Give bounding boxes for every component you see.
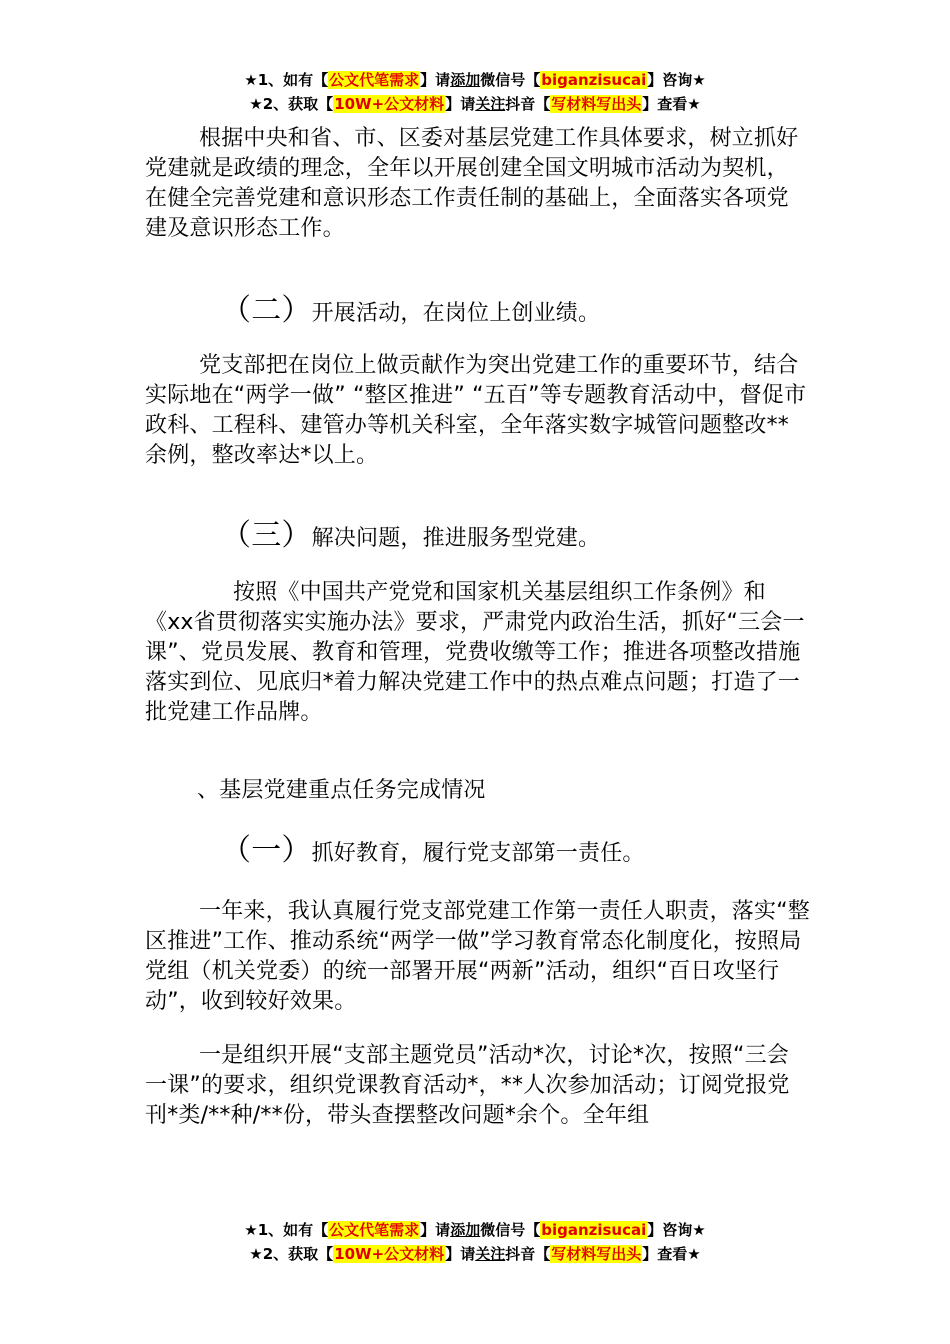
banner-text: 】请: [420, 1221, 451, 1239]
heading-number: （三）: [221, 518, 312, 553]
document-body: [145, 124, 810, 1131]
banner-text: 】请: [445, 95, 476, 113]
heading-number: （二）: [221, 293, 312, 328]
paragraph-2: 党支部把在岗位上做贡献作为突出党建工作的重要环节，结合实际地在“两学一做” “整区推进” “五百”等专题教育活动中，督促市政科、工程科、建管办等机关科室，全年落实数字城管问题整改**余例，整改率达*以上。: [145, 353, 807, 468]
banner-text: 】查看★: [642, 95, 701, 113]
banner-text: 添加: [450, 1221, 481, 1239]
banner-text: 】咨询★: [647, 1221, 706, 1239]
banner-highlight: 10W+公文材料: [334, 1245, 445, 1263]
header-banner: [0, 68, 950, 116]
paragraph-3: 按照《中国共产党党和国家机关基层组织工作条例》和《xx省贯彻落实实施办法》要求，严肃党内政治生活，抓好“三会一课”、党员发展、教育和管理，党费收缴等工作；推进各项整改措施落实到位、见底归*着力解决党建工作中的热点难点问题；打造了一批党建工作品牌。: [145, 580, 805, 725]
banner-text: 添加: [450, 71, 481, 89]
banner-highlight: 公文代笔需求: [329, 71, 420, 89]
banner-text: ★2、获取【: [249, 95, 334, 113]
banner-text: 微信号【: [480, 1221, 541, 1239]
paragraph-5: 一是组织开展“支部主题党员”活动*次，讨论*次，按照“三会一课”的要求，组织党课教育活动*，**人次参加活动；订阅党报党刊*类/**种/**份，带头查摆整改问题*余个。全年组: [145, 1043, 790, 1128]
banner-text: 】请: [445, 1245, 476, 1263]
paragraph-4: 一年来，我认真履行党支部党建工作第一责任人职责，落实“整区推进”工作、推动系统“两学一做”学习教育常态化制度化，按照局党组（机关党委）的统一部署开展“两新”活动，组织“百日攻坚行动”，收到较好效果。: [145, 899, 810, 1014]
banner-line-2: [0, 1242, 950, 1266]
banner-text: 抖音【: [505, 95, 551, 113]
banner-line-2: [0, 92, 950, 116]
banner-text: 抖音【: [505, 1245, 551, 1263]
banner-line-1: [0, 1218, 950, 1242]
banner-text: 】咨询★: [647, 71, 706, 89]
banner-text: 】查看★: [642, 1245, 701, 1263]
banner-highlight: 写材料写出头: [551, 1245, 642, 1263]
banner-highlight: 公文代笔需求: [329, 1221, 420, 1239]
heading-number: （一）: [221, 833, 312, 868]
heading-1: [221, 834, 810, 871]
banner-highlight: biganzisucai: [541, 1221, 647, 1239]
banner-text: ★1、如有【: [244, 71, 329, 89]
heading-text: 抓好教育，履行党支部第一责任。: [311, 841, 645, 866]
banner-highlight: 写材料写出头: [551, 95, 642, 113]
paragraph-1: 根据中央和省、市、区委对基层党建工作具体要求，树立抓好党建就是政绩的理念，全年以开展创建全国文明城市活动为契机，在健全完善党建和意识形态工作责任制的基础上，全面落实各项党建及意识形态工作。: [145, 126, 799, 241]
banner-text: ★2、获取【: [249, 1245, 334, 1263]
banner-highlight: biganzisucai: [541, 71, 647, 89]
heading-text: 开展活动，在岗位上创业绩。: [311, 301, 601, 326]
footer-banner: [0, 1218, 950, 1266]
banner-text: 微信号【: [480, 71, 541, 89]
banner-highlight: 10W+公文材料: [334, 95, 445, 113]
heading-3: [221, 519, 810, 556]
banner-text: 关注: [475, 1245, 506, 1263]
banner-text: ★1、如有【: [244, 1221, 329, 1239]
section-title: 、基层党建重点任务完成情况: [197, 778, 486, 803]
heading-2: [221, 294, 810, 331]
heading-text: 解决问题，推进服务型党建。: [311, 526, 601, 551]
banner-text: 】请: [420, 71, 451, 89]
banner-line-1: [0, 68, 950, 92]
banner-text: 关注: [475, 95, 506, 113]
